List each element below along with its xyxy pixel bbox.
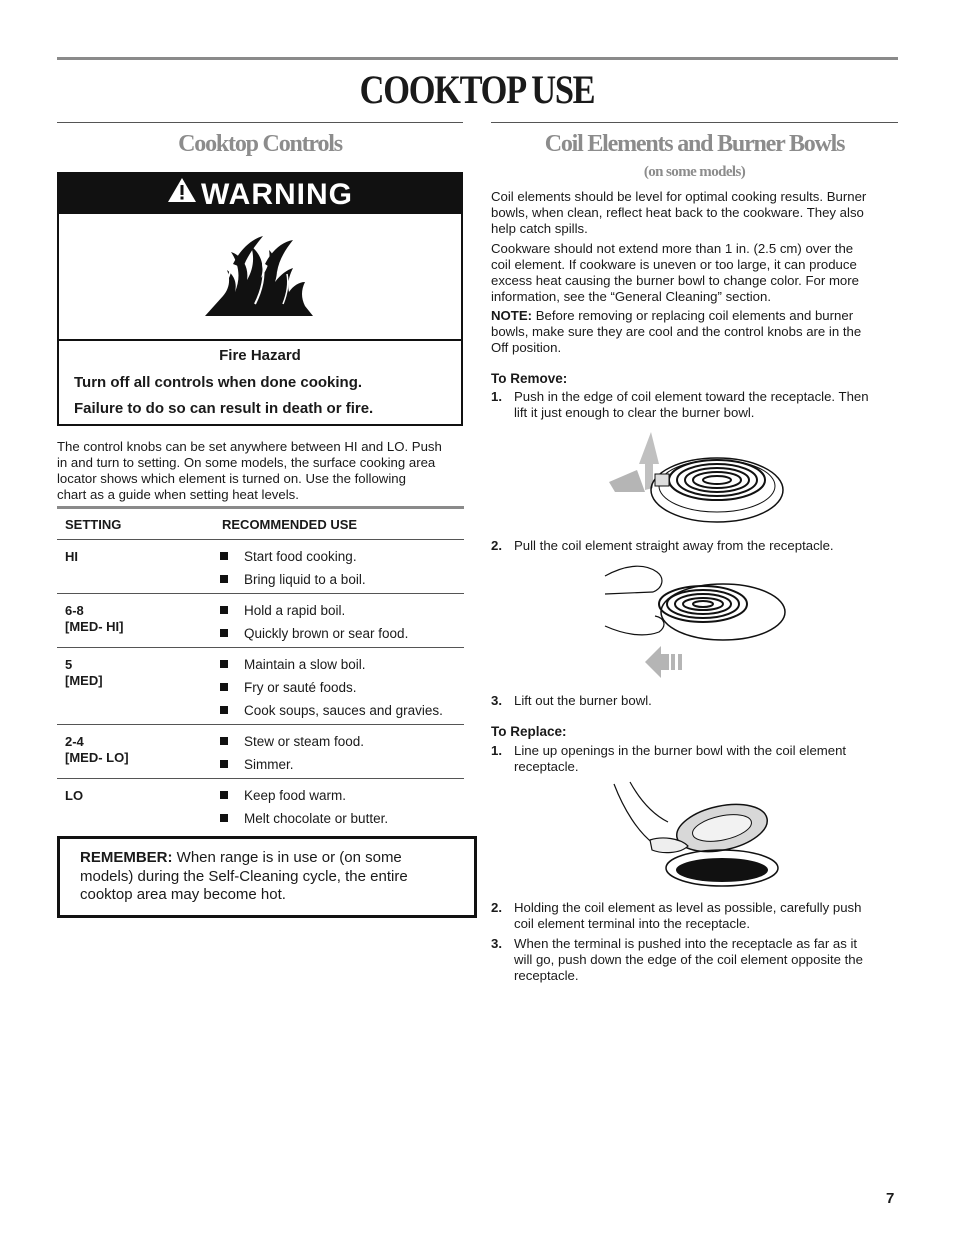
right-column-rule [491,122,898,123]
table-row [57,539,464,593]
intro-line: chart as a guide when setting heat levels. [57,487,299,502]
warning-triangle-icon [167,174,197,216]
fire-hazard-illustration [59,214,461,341]
uses-cell [220,549,366,595]
use-text: Cook soups, sauces and gravies. [244,703,443,718]
paragraph-line: information, see the “General Cleaning” section. [491,289,772,304]
controls-intro-paragraph [57,439,442,503]
paragraph-line: Cookware should not extend more than 1 in. (2.5 cm) over the [491,241,854,256]
warning-box [57,172,463,426]
step-text [514,538,834,554]
setting-value: HI [65,549,78,564]
step-line: When the terminal is pushed into the receptacle as far as it [514,936,858,951]
use-text: Start food cooking. [244,549,357,564]
to-replace-heading: To Replace: [491,724,567,739]
paragraph-line: excess heat causing the burner bowl to change color. For more [491,273,859,288]
bullet-square-icon [220,606,228,614]
table-header-row [57,509,464,539]
setting-cell [65,603,124,635]
fire-hazard-title: Fire Hazard [219,347,301,364]
note-line [491,308,861,324]
bullet-square-icon [220,760,228,768]
step-text [514,900,861,932]
remember-text: When range is in use or (on some [172,849,402,866]
step-number: 3. [491,936,502,951]
paragraph-line: coil element. If cookware is uneven or too large, it can produce [491,257,857,272]
step-line: Push in the edge of coil element toward the receptacle. Then [514,389,869,404]
setting-value: [MED- HI] [65,619,124,634]
table-header-recommended-use: RECOMMENDED USE [222,517,358,532]
table-header-setting: SETTING [65,517,122,532]
use-text: Bring liquid to a boil. [244,572,366,587]
section-subheading: (on some models) [643,164,746,180]
setting-value: [MED- LO] [65,750,129,765]
paragraph-line: help catch spills. [491,221,588,236]
step-line: Lift out the burner bowl. [514,693,652,708]
use-item [220,657,443,673]
replace-bowl-illustration [610,780,785,890]
setting-value: [MED] [65,673,103,688]
use-item [220,626,408,642]
step-text [514,743,846,775]
use-item [220,703,443,719]
coil-paragraph-2 [491,241,859,305]
step-line: Holding the coil element as level as possible, carefully push [514,900,862,915]
use-text: Stew or steam food. [244,734,365,749]
push-coil-illustration [605,430,785,525]
page-number: 7 [886,1190,895,1207]
intro-line: in and turn to setting. On some models, the surface cooking area [57,455,436,470]
step-number: 2. [491,900,502,915]
setting-cell [65,734,129,766]
bullet-square-icon [220,737,228,745]
intro-line: The control knobs can be set anywhere between HI and LO. Push [57,439,442,454]
step-line: coil element terminal into the receptacle. [514,916,751,931]
coil-paragraph-1 [491,189,866,237]
step-line: Pull the coil element straight away from the receptacle. [514,538,834,553]
step-number: 3. [491,693,502,708]
warning-text-line-1: Turn off all controls when done cooking. [74,374,363,391]
note-line: bowls, make sure they are cool and the control knobs are in the [491,324,862,339]
note-text: Before removing or replacing coil elements and burner [532,308,854,323]
remember-line-3: cooktop area may become hot. [80,886,286,903]
step-line: lift it just enough to clear the burner bowl. [514,405,755,420]
table-row [57,593,464,647]
top-rule [57,57,898,60]
use-text: Melt chocolate or butter. [244,811,389,826]
uses-cell [220,788,388,834]
table-row [57,724,464,778]
fire-icon [203,234,319,319]
step-text [514,693,652,709]
note-paragraph [491,308,861,356]
section-heading-cooktop-controls: Cooktop Controls [178,131,342,157]
table-row [57,778,464,832]
setting-value: 5 [65,657,73,672]
setting-cell [65,549,78,565]
step-number: 1. [491,389,502,404]
step-number: 2. [491,538,502,553]
use-text: Maintain a slow boil. [244,657,366,672]
use-text: Fry or sauté foods. [244,680,357,695]
uses-cell [220,603,408,649]
remember-line-1 [80,849,463,868]
setting-cell [65,657,103,689]
page-title: COOKTOP USE [359,67,595,112]
step-number: 1. [491,743,502,758]
to-remove-heading: To Remove: [491,371,568,386]
use-text: Hold a rapid boil. [244,603,346,618]
bullet-square-icon [220,706,228,714]
left-column-rule [57,122,463,123]
bullet-square-icon [220,629,228,637]
note-line: Off position. [491,340,562,355]
step-line: receptacle. [514,968,579,983]
paragraph-line: Coil elements should be level for optimal cooking results. Burner [491,189,867,204]
pull-coil-illustration [603,560,788,685]
warning-banner [59,174,461,214]
use-item [220,734,364,750]
intro-line: locator shows which element is turned on. Use the following [57,471,406,486]
bullet-square-icon [220,791,228,799]
step-text [514,389,869,421]
use-text: Keep food warm. [244,788,347,803]
use-text: Quickly brown or sear food. [244,626,409,641]
step-text [514,936,863,984]
remember-box [57,836,477,918]
bullet-square-icon [220,683,228,691]
remember-line-2: models) during the Self-Cleaning cycle, the entire [80,867,408,885]
setting-value: 2-4 [65,734,84,749]
use-item [220,811,388,827]
table-row [57,647,464,724]
step-line: Line up openings in the burner bowl with the coil element [514,743,847,758]
use-item [220,757,364,773]
note-label: NOTE: [491,308,533,323]
remember-label: REMEMBER: [80,849,173,866]
section-heading-coil-elements: Coil Elements and Burner Bowls [544,131,845,157]
use-item [220,603,408,619]
uses-cell [220,657,443,726]
heat-settings-table [57,506,464,832]
setting-cell [65,788,83,804]
use-item [220,680,443,696]
step-line: receptacle. [514,759,579,774]
bullet-square-icon [220,660,228,668]
warning-label: WARNING [201,178,353,211]
paragraph-line: bowls, when clean, reflect heat back to the cookware. They also [491,205,864,220]
warning-text-line-2: Failure to do so can result in death or fire. [74,400,374,417]
step-line: will go, push down the edge of the coil element opposite the [514,952,863,967]
bullet-square-icon [220,552,228,560]
uses-cell [220,734,364,780]
use-item [220,572,366,588]
use-item [220,549,366,565]
use-text: Simmer. [244,757,294,772]
setting-value: LO [65,788,84,803]
bullet-square-icon [220,575,228,583]
bullet-square-icon [220,814,228,822]
setting-value: 6-8 [65,603,84,618]
use-item [220,788,388,804]
